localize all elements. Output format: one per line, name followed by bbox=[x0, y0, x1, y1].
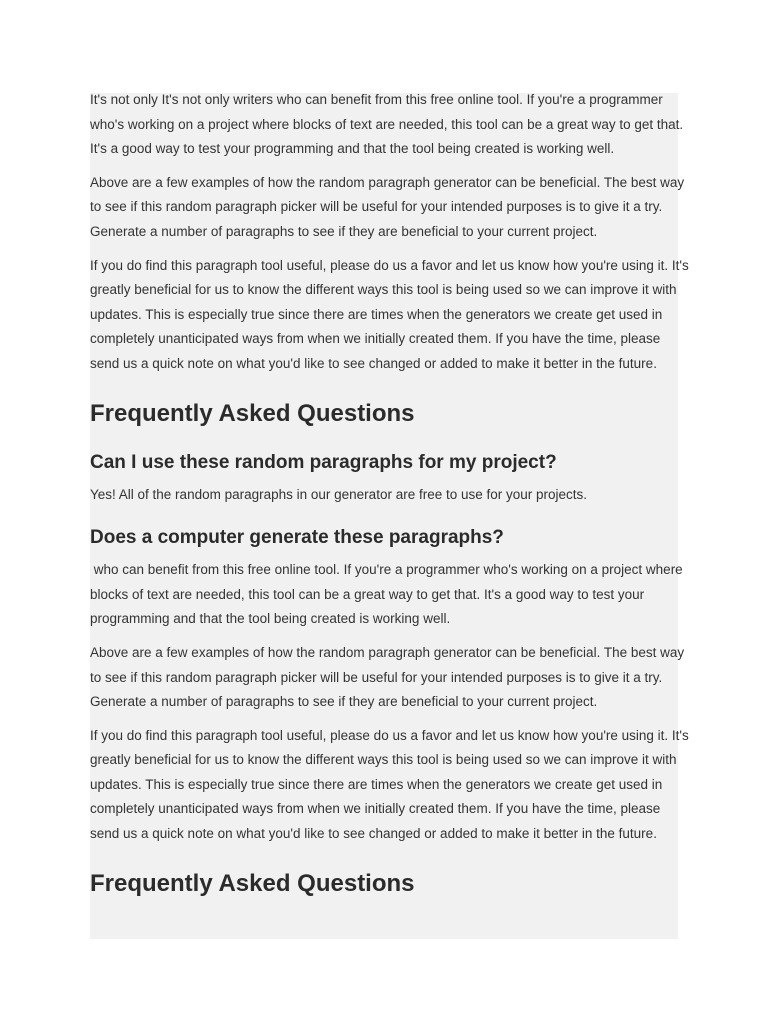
article-content bbox=[90, 88, 689, 905]
paragraph-line: If you do find this paragraph tool useful, please do us a favor and let us know how you're using it. It's bbox=[90, 257, 689, 273]
paragraph-line: blocks of text are needed, this tool can be a great way to get that. It's a good way to test your bbox=[90, 586, 645, 602]
paragraph-line: completely unanticipated ways from when we initially created them. If you have the time, please bbox=[90, 801, 661, 817]
paragraph-line: to see if this random paragraph picker will be useful for your intended purposes is to give it a try. bbox=[90, 669, 663, 685]
question-2-paragraph-1 bbox=[90, 558, 682, 632]
paragraph-line: updates. This is especially true since there are times when the generators we create get used in bbox=[90, 776, 663, 792]
paragraph-line: send us a quick note on what you'd like to see changed or added to make it better in the future. bbox=[90, 355, 657, 371]
paragraph-line: completely unanticipated ways from when we initially created them. If you have the time, please bbox=[90, 331, 661, 347]
paragraph-line: updates. This is especially true since there are times when the generators we create get used in bbox=[90, 306, 663, 322]
faq-heading: Frequently Asked Questions bbox=[90, 399, 415, 427]
paragraph-line: Generate a number of paragraphs to see if they are beneficial to your current project. bbox=[90, 223, 598, 239]
paragraph-line: It's a good way to test your programming and that the tool being created is working well. bbox=[90, 141, 615, 157]
paragraph-line: greatly beneficial for us to know the different ways this tool is being used so we can improve it with bbox=[90, 752, 677, 768]
paragraph-line: to see if this random paragraph picker will be useful for your intended purposes is to give it a try. bbox=[90, 199, 663, 215]
paragraph-line: If you do find this paragraph tool useful, please do us a favor and let us know how you're using it. It's bbox=[90, 727, 689, 743]
paragraph-line: Above are a few examples of how the random paragraph generator can be beneficial. The best way bbox=[90, 644, 685, 660]
paragraph-line: greatly beneficial for us to know the different ways this tool is being used so we can improve it with bbox=[90, 282, 677, 298]
faq-heading: Frequently Asked Questions bbox=[90, 869, 415, 897]
paragraph-line: Generate a number of paragraphs to see if they are beneficial to your current project. bbox=[90, 694, 598, 710]
paragraph-line: programming and that the tool being created is working well. bbox=[90, 611, 451, 627]
paragraph-line: Above are a few examples of how the random paragraph generator can be beneficial. The best way bbox=[90, 174, 685, 190]
question-heading-1: Can I use these random paragraphs for my project? bbox=[90, 451, 557, 473]
question-1-answer: Yes! All of the random paragraphs in our generator are free to use for your projects. bbox=[90, 486, 588, 502]
paragraph-top-3 bbox=[90, 254, 689, 377]
paragraph-line: who can benefit from this free online tool. If you're a programmer who's working on a project where bbox=[90, 562, 683, 578]
paragraph-top-1 bbox=[90, 88, 682, 162]
paragraph-line: send us a quick note on what you'd like to see changed or added to make it better in the future. bbox=[90, 826, 657, 842]
question-2-paragraph-2 bbox=[90, 641, 685, 715]
paragraph-line: who's working on a project where blocks of text are needed, this tool can be a great way to get that. bbox=[90, 116, 684, 132]
paragraph-top-2 bbox=[90, 171, 685, 245]
question-2-paragraph-3 bbox=[90, 724, 689, 847]
paragraph-line: It's not only It's not only writers who can benefit from this free online tool. If you're a programmer bbox=[90, 92, 663, 107]
question-heading-2: Does a computer generate these paragraphs? bbox=[90, 527, 504, 549]
